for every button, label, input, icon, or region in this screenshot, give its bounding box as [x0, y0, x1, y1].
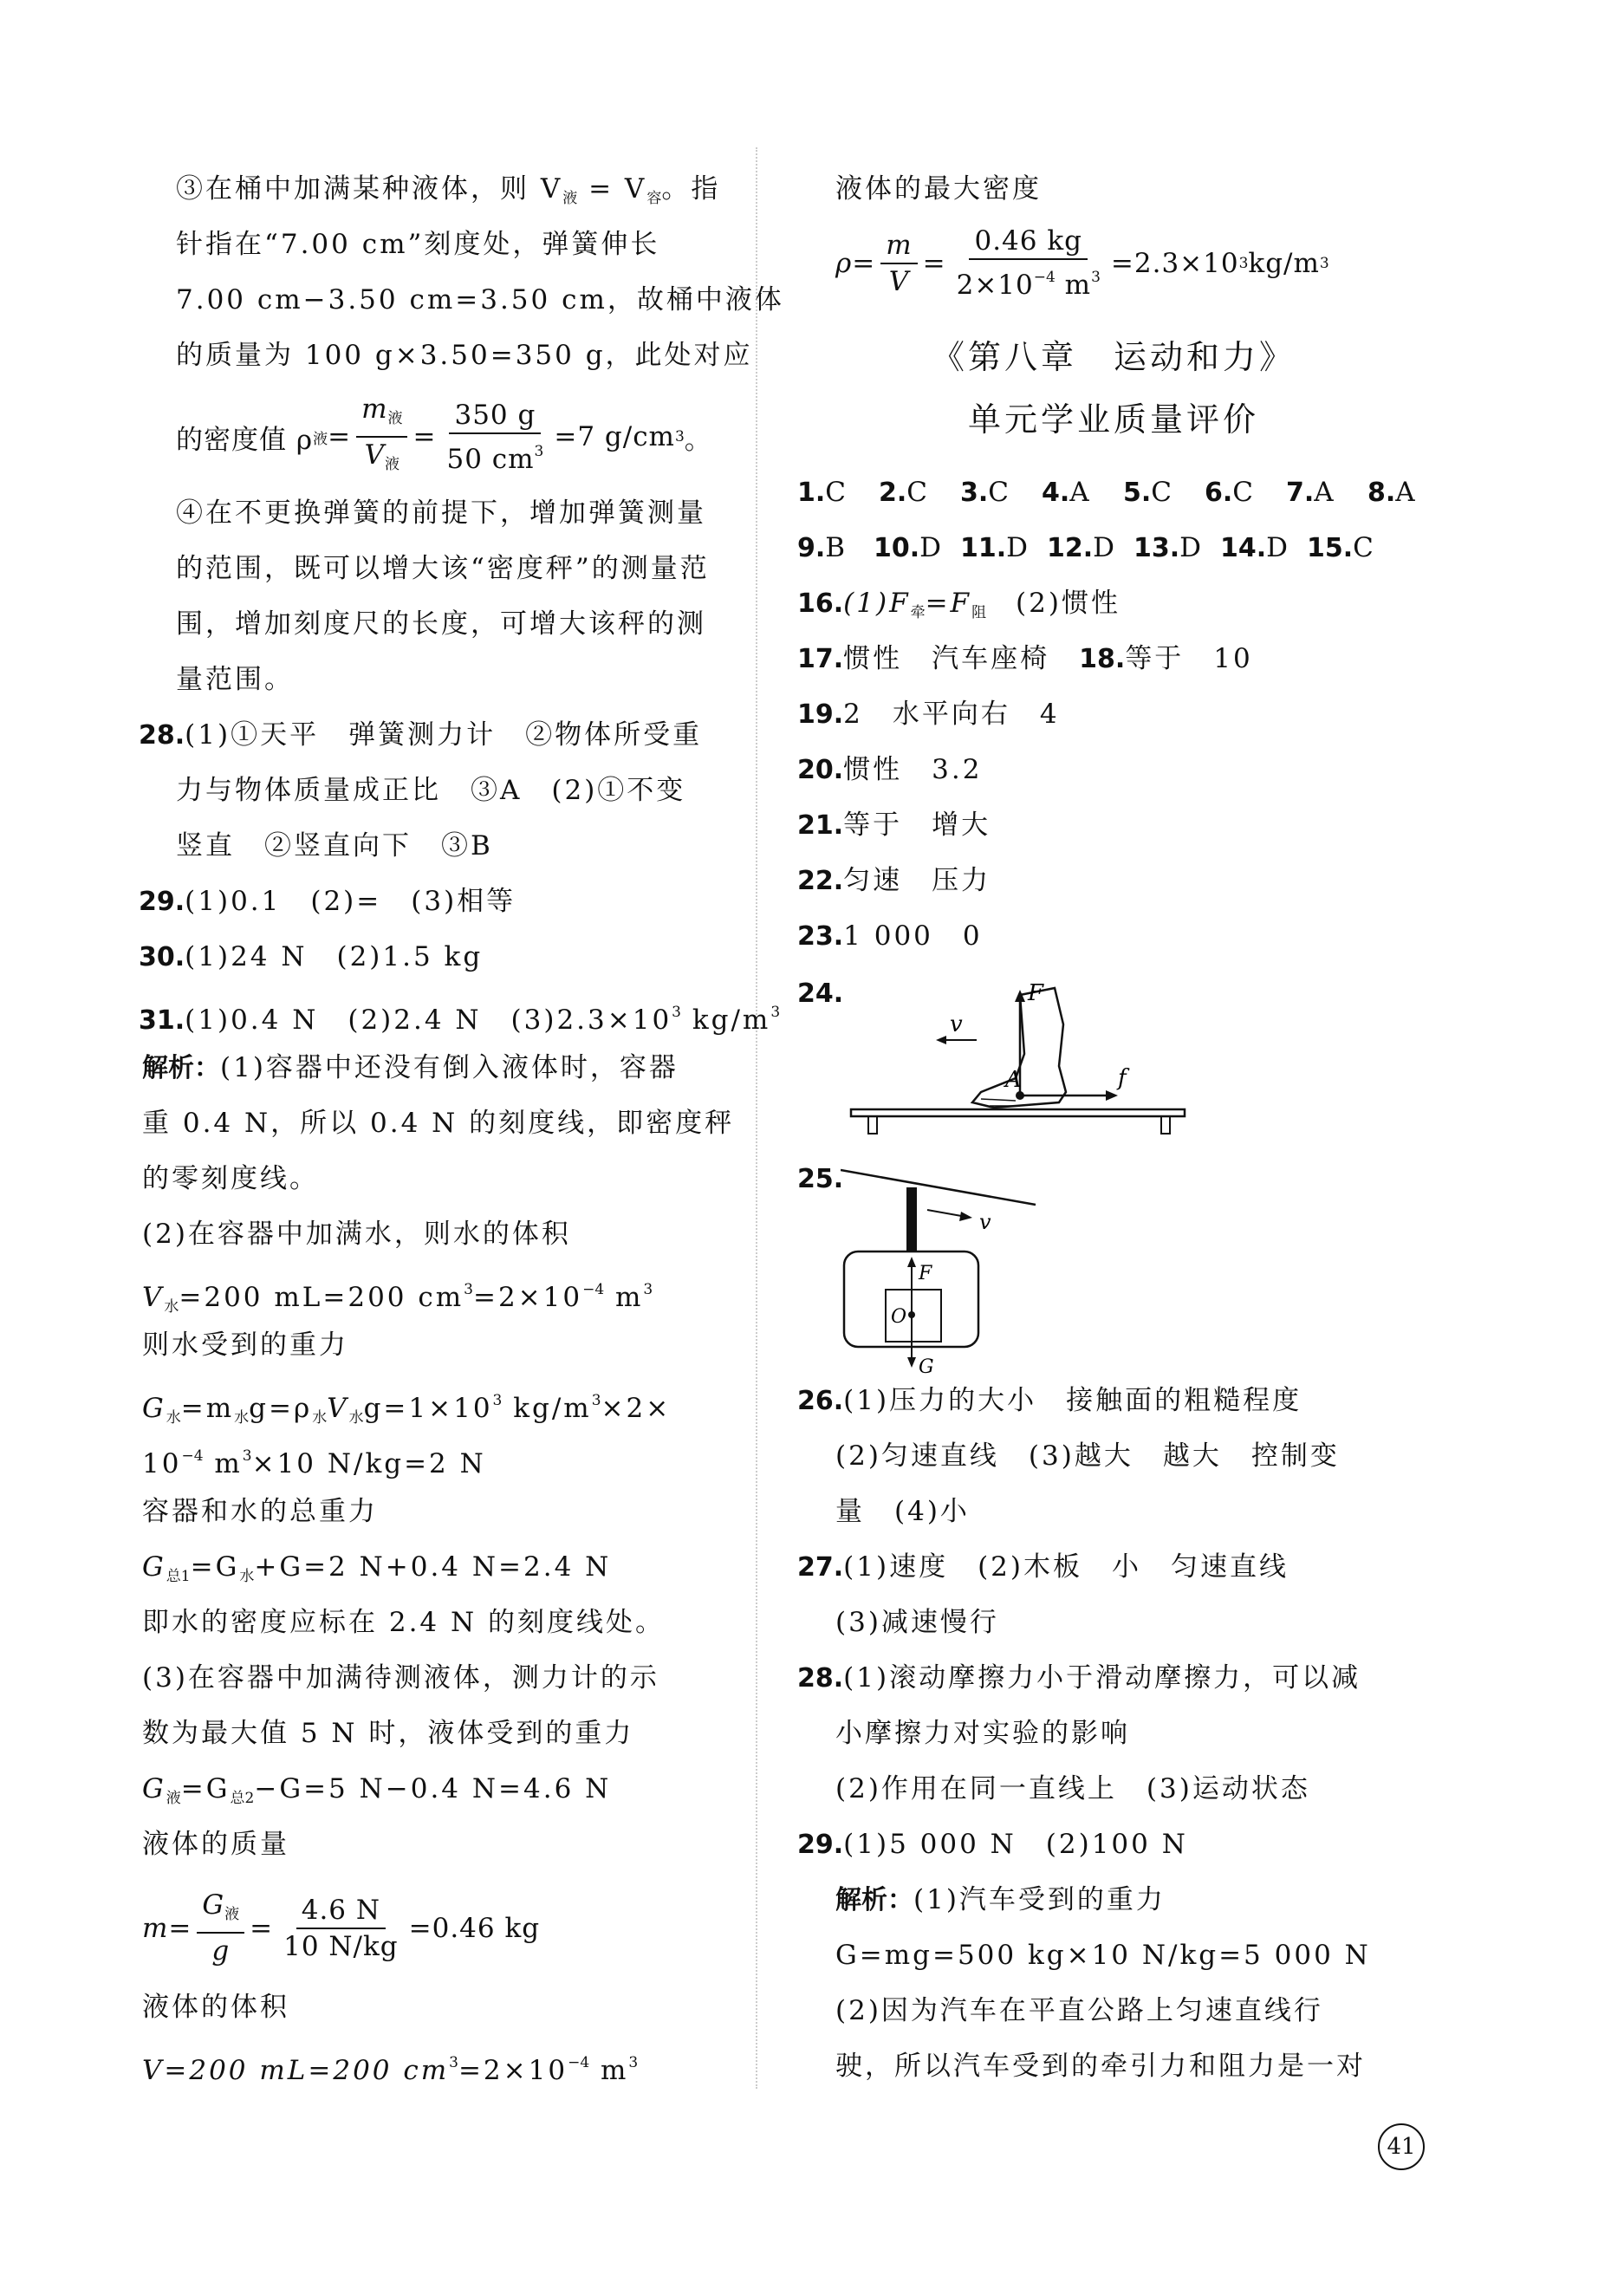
question-29: 29.(1)5 000 N (2)100 N	[797, 1829, 1188, 1860]
mc-answers-row-1	[797, 473, 1449, 511]
velocity-v-arrowhead	[936, 1036, 946, 1044]
analysis-line: 解析：(1)汽车受到的重力	[835, 1884, 1166, 1915]
analysis-line: 解析：(1)容器中还没有倒入液体时，容器	[142, 1052, 679, 1083]
board-leg-right	[1161, 1116, 1170, 1134]
text-line: 竖直 ②竖直向下 ③B	[176, 830, 493, 861]
mc-choice: A	[1069, 477, 1092, 508]
page-number: 41	[1378, 2123, 1425, 2170]
text-line: (2)因为汽车在平直公路上匀速直线行	[835, 1995, 1323, 2026]
text-line: (2)作用在同一直线上 (3)运动状态	[835, 1773, 1310, 1804]
column-divider	[756, 147, 757, 2089]
formula-line: $V_水=200$ mL=200 $cm^3=2\times 10^{-4}$ $m^3$	[142, 1281, 653, 1316]
mc-number: 10.	[874, 533, 920, 563]
text-line: 液体的最大密度	[835, 173, 1042, 205]
mc-answer	[1220, 529, 1307, 568]
question-27: 27.(1)速度 (2)木板 小 匀速直线	[797, 1551, 1289, 1583]
text-line: (3)在容器中加满待测液体，测力计的示	[142, 1662, 659, 1694]
mc-number: 12.	[1047, 533, 1094, 563]
mc-answer	[879, 473, 960, 512]
text-line: (3)减速慢行	[835, 1607, 999, 1638]
question-26: 26.(1)压力的大小 接触面的粗糙程度	[797, 1385, 1302, 1416]
mc-number: 8.	[1367, 478, 1396, 508]
force-F-arrowhead	[907, 1257, 916, 1267]
question-19: 19.2 水平向右 4	[797, 699, 1060, 730]
mc-answer	[1123, 473, 1205, 512]
text-line: 围，增加刻度尺的长度，可增大该秤的测	[176, 608, 706, 640]
mc-answer	[1042, 473, 1123, 512]
board-leg-left	[868, 1116, 877, 1134]
mc-number: 11.	[960, 533, 1007, 563]
hanging-rod	[906, 1187, 917, 1252]
velocity-v-arrowhead	[959, 1212, 972, 1221]
text-line: 即水的密度应标在 2.4 N 的刻度线处。	[142, 1607, 665, 1638]
mc-answer	[1205, 473, 1286, 512]
inclined-line	[841, 1170, 1036, 1205]
question-23: 23.1 000 0	[797, 920, 983, 952]
label-F: F	[1028, 980, 1044, 1006]
chapter-title: 《第八章 运动和力》	[931, 338, 1296, 376]
mc-choice: D	[1093, 532, 1118, 563]
label-v: v	[950, 1011, 963, 1037]
label-F: F	[919, 1263, 932, 1284]
mc-answer	[1367, 473, 1449, 512]
text-line: 液体的质量	[142, 1829, 289, 1860]
mc-number: 9.	[797, 533, 826, 563]
question-31: 31.(1)0.4 N (2)2.4 N $(3)2.3\times 10^3$ $kg/m^3$	[139, 1004, 781, 1036]
formula-line: V=200 mL=200 $cm^3=2\times 10^{-4}$ $m^3$	[142, 2054, 639, 2086]
max-density-formula: ρ= $\frac{m}{V}$ = $\frac{0.46 kg}{2\times 10^{-4} m^3}$ =2.3×10 3 kg/m 3	[835, 225, 1329, 301]
text-line: 7.00 cm−3.50 cm=3.50 cm，故桶中液体	[176, 284, 784, 315]
question-17-18: 17.惯性 汽车座椅 18.等于 10	[797, 643, 1253, 674]
question-21: 21.等于 增大	[797, 809, 991, 841]
formula-line: $G_液=G_{总2}-G=5$ N−0.4 N=4.6 N	[142, 1773, 612, 1807]
question-24: 24.	[797, 978, 844, 1009]
text-line: 力与物体质量成正比 ③A (2)①不变	[176, 775, 686, 806]
text-line: 的零刻度线。	[142, 1163, 319, 1194]
question-25: 25.	[797, 1164, 844, 1194]
text-line: (2)在容器中加满水，则水的体积	[142, 1219, 571, 1250]
mc-number: 5.	[1123, 478, 1152, 508]
formula-line: G=mg=500 kg×10 N/kg=5 000 N	[835, 1940, 1371, 1971]
mc-number: 14.	[1220, 533, 1267, 563]
density-formula: 的密度值 ρ 液 = $m_液$ $V_液$ = $\frac{350 g}{50 cm^3}$ =7 g/cm 3 。	[176, 393, 712, 475]
question-29: 29.(1)0.1 (2)= (3)相等	[139, 886, 516, 917]
mc-answer	[797, 529, 874, 568]
mc-choice: C	[825, 477, 849, 508]
mc-answer	[797, 473, 879, 512]
board	[851, 1109, 1185, 1116]
mc-choice: C	[906, 477, 931, 508]
mc-number: 3.	[960, 478, 989, 508]
mc-number: 15.	[1307, 533, 1354, 563]
text-line: 重 0.4 N，所以 0.4 N 的刻度线，即密度秤	[142, 1108, 735, 1139]
text-line: 驶，所以汽车受到的牵引力和阻力是一对	[835, 2051, 1366, 2082]
mc-number: 4.	[1042, 478, 1070, 508]
text-line: 小摩擦力对实验的影响	[835, 1718, 1130, 1749]
question-22: 22.匀速 压力	[797, 865, 991, 896]
text-line: 液体的体积	[142, 1992, 289, 2023]
mc-answer	[960, 529, 1047, 568]
mc-choice: D	[1006, 532, 1031, 563]
gravity-G-arrowhead	[907, 1357, 916, 1368]
formula-line: $10^{-4}$ $m^3\times 10$ N/kg=2 N	[142, 1447, 486, 1479]
text-line: 容器和水的总重力	[142, 1496, 378, 1527]
mc-answer	[960, 473, 1042, 512]
mc-choice: D	[1266, 532, 1291, 563]
mc-answers-row-2	[797, 529, 1393, 567]
question-28: 28.(1)滚动摩擦力小于滑动摩擦力，可以减	[797, 1662, 1361, 1694]
question-28: 28.(1)①天平 弹簧测力计 ②物体所受重	[139, 719, 703, 751]
label-A: A	[1005, 1067, 1022, 1093]
mc-answer	[874, 529, 960, 568]
text-line: 量 (4)小	[835, 1496, 970, 1527]
mc-number: 13.	[1134, 533, 1180, 563]
mc-answer	[1307, 529, 1393, 568]
friction-f-arrowhead	[1106, 1090, 1118, 1101]
text-line: 针指在“7.00 cm”刻度处，弹簧伸长	[176, 229, 660, 260]
text-line: ③在桶中加满某种液体，则 $V_液 = V_容$。指	[176, 173, 721, 207]
question-30: 30.(1)24 N (2)1.5 kg	[139, 941, 484, 972]
figure-24-shoe-on-board	[842, 971, 1206, 1144]
text-line: ④在不更换弹簧的前提下，增加弹簧测量	[176, 497, 706, 529]
formula-line: $G_水=m_水g=\rho_水V_水g=1\times 10^3$ $kg/m^3\times 2\times$	[142, 1392, 672, 1427]
mc-choice: C	[1232, 477, 1257, 508]
mc-choice: C	[1353, 532, 1376, 563]
text-line: (2)匀速直线 (3)越大 越大 控制变	[835, 1440, 1340, 1472]
mc-choice: C	[1151, 477, 1175, 508]
mc-choice: B	[825, 532, 848, 563]
figure-25-hanging-container	[841, 1161, 1083, 1378]
text-line: 量范围。	[176, 664, 294, 695]
mc-choice: C	[988, 477, 1012, 508]
mc-choice: D	[919, 532, 945, 563]
mc-choice: A	[1314, 477, 1336, 508]
mc-number: 6.	[1205, 478, 1233, 508]
label-O: O	[891, 1306, 907, 1328]
mass-formula: m= $G_液$ g = $\frac{4.6 N}{10 N/kg}$ =0.46 kg	[142, 1889, 541, 1967]
mc-answer	[1134, 529, 1220, 568]
section-title: 单元学业质量评价	[967, 400, 1259, 439]
formula-line: $G_{总1}=G_水+G=2$ N+0.4 N=2.4 N	[142, 1551, 612, 1585]
mc-answer	[1286, 473, 1367, 512]
mc-choice: A	[1395, 477, 1418, 508]
mc-choice: D	[1179, 532, 1205, 563]
question-16: $16.(1)F_牵=F_阻$ (2)惯性	[797, 588, 1121, 621]
mc-answer	[1047, 529, 1134, 568]
text-line: 的范围，既可以增大该“密度秤”的测量范	[176, 553, 710, 584]
text-line: 数为最大值 5 N 时，液体受到的重力	[142, 1718, 634, 1749]
mc-number: 7.	[1286, 478, 1315, 508]
mc-number: 2.	[879, 478, 907, 508]
text-line: 则水受到的重力	[142, 1330, 348, 1361]
label-v: v	[979, 1210, 991, 1234]
label-G: G	[919, 1356, 934, 1378]
question-20: 20.惯性 3.2	[797, 754, 983, 785]
label-f: f	[1118, 1065, 1127, 1091]
text-line: 的质量为 100 g×3.50=350 g，此处对应	[176, 340, 753, 371]
mc-number: 1.	[797, 478, 826, 508]
